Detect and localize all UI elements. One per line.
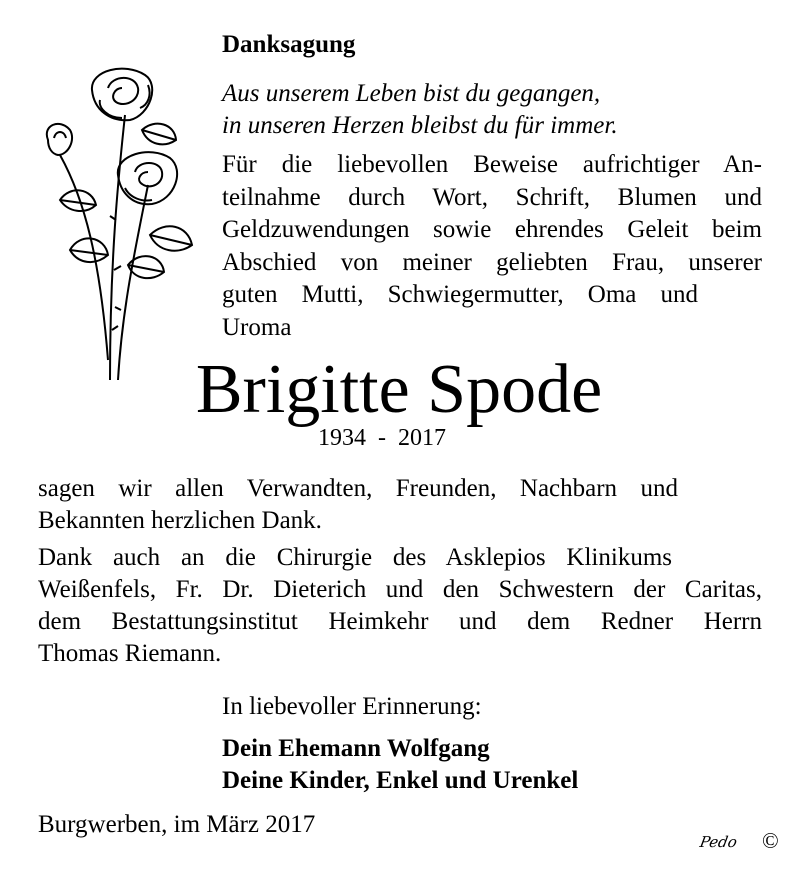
text-line: guten Mutti, Schwiegermutter, Oma und bbox=[222, 281, 698, 308]
place-date: Burgwerben, im März 2017 bbox=[38, 811, 316, 838]
rose-bloom bbox=[118, 152, 177, 204]
deceased-name-text: Brigitte Spode bbox=[195, 351, 603, 428]
signer-line: Dein Ehemann Wolfgang bbox=[222, 735, 490, 762]
rose-bud bbox=[47, 124, 72, 155]
text-line: Abschied von meiner geliebten Frau, unserer bbox=[222, 248, 762, 276]
text-line: Weißenfels, Fr. Dr. Dieterich und den Schwestern der Caritas, bbox=[38, 576, 762, 603]
rose-stem bbox=[60, 155, 108, 360]
text-line: Thomas Riemann. bbox=[38, 640, 222, 667]
text-line: Geldzuwendungen sowie ehrendes Geleit beim bbox=[222, 216, 762, 243]
thanks-paragraph bbox=[222, 149, 762, 344]
paragraph-thanks-relatives bbox=[38, 473, 762, 537]
text-line: Dank auch an die Chirurgie des Asklepios Klinikums bbox=[38, 544, 672, 571]
rose-leaf bbox=[128, 256, 164, 278]
paragraph-thanks-institutions bbox=[38, 542, 762, 670]
copyright-symbol: © bbox=[762, 828, 779, 853]
signer-line: Deine Kinder, Enkel und Urenkel bbox=[222, 767, 579, 794]
rose-illustration bbox=[30, 60, 195, 390]
rose-bloom bbox=[92, 69, 152, 121]
artist-signature: Pedo bbox=[698, 833, 739, 851]
life-years: 1934 - 2017 bbox=[318, 425, 446, 451]
signers bbox=[222, 733, 578, 797]
rose-stem bbox=[110, 115, 125, 380]
text-line: teilnahme durch Wort, Schrift, Blumen und bbox=[222, 183, 762, 211]
rose-leaf bbox=[150, 226, 192, 250]
poem-line: Aus unserem Leben bist du gegangen, bbox=[222, 80, 601, 107]
text-line: dem Bestattungsinstitut Heimkehr und dem Redner Herrn bbox=[38, 608, 762, 635]
poem bbox=[222, 78, 618, 142]
notice-heading: Danksagung bbox=[222, 31, 356, 58]
text-line: Für die liebevollen Beweise aufrichtiger An- bbox=[222, 151, 762, 178]
text-line: Uroma bbox=[222, 313, 292, 341]
deceased-name bbox=[0, 350, 800, 430]
text-line: sagen wir allen Verwandten, Freunden, Nachbarn und bbox=[38, 475, 678, 502]
poem-line: in unseren Herzen bleibst du für immer. bbox=[222, 112, 618, 139]
text-line: Bekannten herzlichen Dank. bbox=[38, 507, 322, 534]
remembrance-line: In liebevoller Erinnerung: bbox=[222, 693, 482, 720]
